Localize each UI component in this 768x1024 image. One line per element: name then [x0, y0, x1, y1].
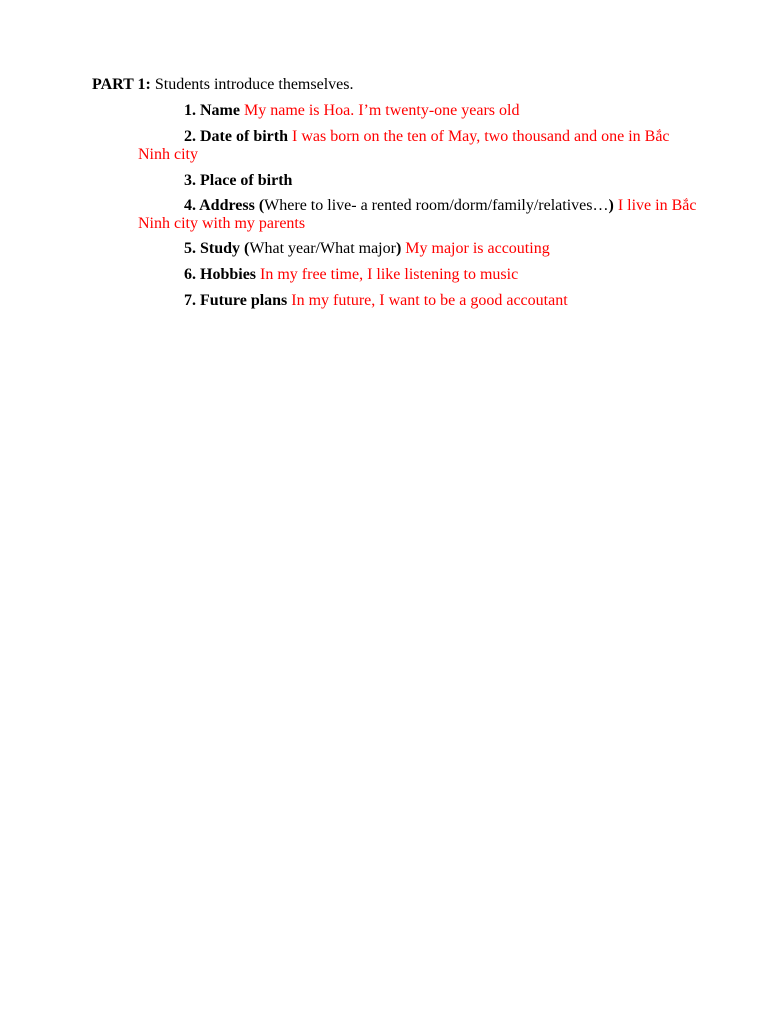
item-label: 5. Study ( — [184, 240, 250, 257]
item-answer: My name is Hoa. I’m twenty-one years old — [243, 102, 520, 119]
list-item-study — [138, 240, 700, 258]
item-hint: What year/What major — [249, 240, 396, 257]
list-item-place-of-birth — [138, 172, 700, 190]
item-label: 7. Future plans — [184, 292, 288, 309]
item-label: 6. Hobbies — [184, 266, 257, 283]
list-item-address — [138, 197, 700, 233]
list-item-date-of-birth — [138, 128, 700, 164]
part-heading-label: PART 1: — [92, 76, 151, 93]
item-answer: My major is accouting — [405, 240, 550, 257]
list-item-hobbies — [138, 266, 700, 284]
item-hint: Where to live- a rented room/dorm/family/relatives… — [264, 197, 609, 214]
item-label: 2. Date of birth — [184, 128, 288, 145]
item-label: 1. Name — [184, 102, 240, 119]
list-item-name — [138, 102, 700, 120]
item-label-close: ) — [608, 197, 614, 214]
part-heading — [92, 76, 353, 94]
item-label: 4. Address ( — [184, 197, 265, 214]
list-item-future-plans — [138, 292, 700, 310]
item-answer: I live in Bắc Ninh city with my parents — [138, 197, 697, 232]
item-label-close: ) — [395, 240, 402, 257]
item-answer: I was born on the ten of May, two thousand and one in Bắc Ninh city — [138, 128, 670, 163]
item-answer: In my future, I want to be a good accoutant — [291, 292, 568, 309]
item-answer: In my free time, I like listening to music — [260, 266, 519, 283]
item-label: 3. Place of birth — [184, 172, 293, 189]
part-heading-text: Students introduce themselves. — [150, 76, 354, 93]
